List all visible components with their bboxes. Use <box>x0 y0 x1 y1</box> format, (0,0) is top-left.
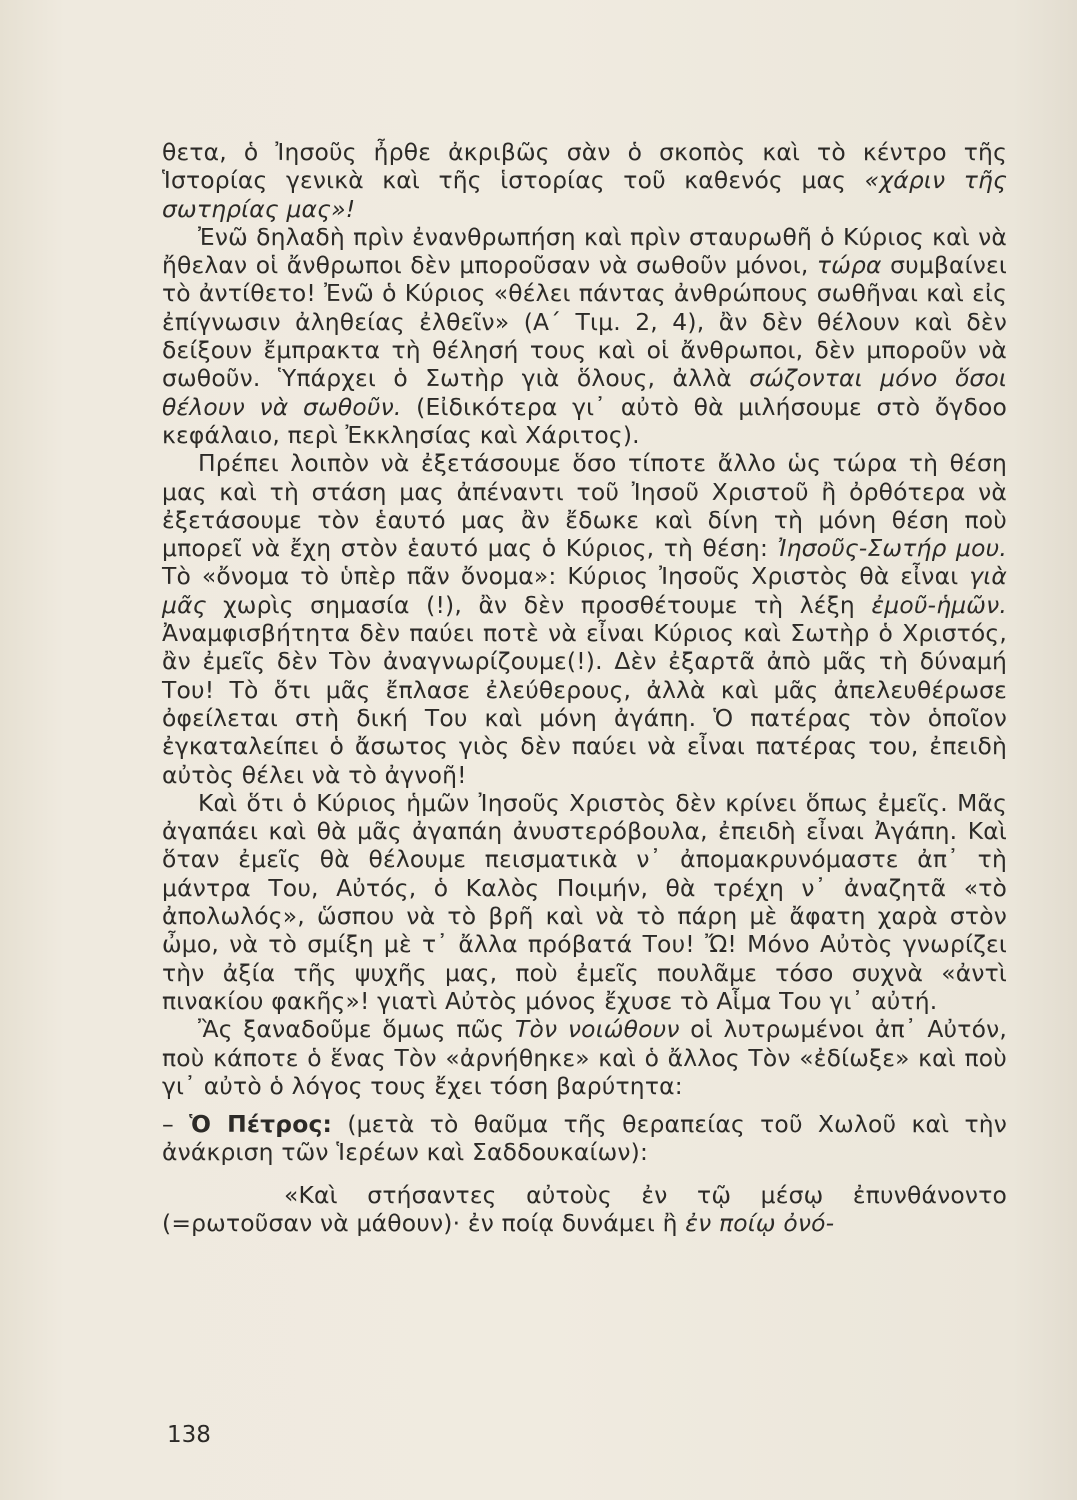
emphasis: γιὰ μᾶς <box>162 562 1007 619</box>
emphasis: Τὸν νοιώθουν <box>515 1015 680 1044</box>
text-run: Ἐνῶ δηλαδὴ πρὶν ἐνανθρωπήση καὶ πρὶν σταυρωθῆ ὁ Κύριος καὶ νὰ ἤθελαν οἱ ἄνθρωποι δὲν μποροῦσαν νὰ σωθοῦν μόνοι, <box>162 222 1007 280</box>
paragraph-2 <box>162 223 1007 449</box>
text-run: (μετὰ τὸ θαῦμα τῆς θεραπείας τοῦ Χωλοῦ καὶ τὴν ἀνάκριση τῶν Ἱερέων καὶ Σαδδουκαίων): <box>162 1110 1008 1167</box>
text-run: (Εἰδικότερα γι᾽ αὐτὸ θὰ μιλήσουμε στὸ ὄγδοο κεφάλαιο, περὶ Ἐκκλησίας καὶ Χάριτος). <box>162 392 1007 449</box>
emphasis: ἐν ποίῳ ὀνό- <box>685 1208 835 1237</box>
dash: – <box>162 1110 190 1139</box>
text-run: Πρέπει λοιπὸν νὰ ἐξετάσουμε ὅσο τίποτε ἄλλο ὡς τώρα τὴ θέση μας καὶ τὴ στάση μας ἀπέναντι τοῦ Ἰησοῦ Χριστοῦ ἢ ὀρθότερα νὰ ἐξετάσουμε τὸν ἑαυτό μας ἂν ἔδωκε καὶ δίνη τὴ μόνη θέση ποὺ μπορεῖ νὰ ἔχη στὸν ἑαυτό μας ὁ Κύριος, τὴ θέση: <box>162 449 1007 563</box>
text-run: Ἀναμφισβήτητα δὲν παύει ποτὲ νὰ εἶναι Κύριος καὶ Σωτὴρ ὁ Χριστός, ἂν ἐμεῖς δὲν Τὸν ἀναγνωρίζουμε(!). Δὲν ἐξαρτᾶ ἀπὸ μᾶς τὴ δύναμή Του! Τὸ ὅτι μᾶς ἔπλασε ἐλεύθερους, ἀλλὰ καὶ μᾶς ἀπελευθέρωσε ὀφείλεται στὴ δική Του καὶ μόνη ἀγάπη. Ὁ πατέρας τὸν ὁποῖον ἐγκαταλείπει ὁ ἄσωτος γιὸς δὲν παύει νὰ εἶναι πατέρας του, ἐπειδὴ αὐτὸς θέλει νὰ τὸ ἀγνοῆ! <box>162 619 1007 789</box>
text-run: Καὶ ὅτι ὁ Κύριος ἡμῶν Ἰησοῦς Χριστὸς δὲν κρίνει ὅπως ἐμεῖς. Μᾶς ἀγαπάει καὶ θὰ μᾶς ἀγαπάη ἀνυστερόβουλα, ἐπειδὴ εἶναι Ἀγάπη. Καὶ ὅταν ἐμεῖς θὰ θέλουμε πεισματικὰ ν᾽ ἀπομακρυνόμαστε ἀπ᾽ τὴ μάντρα Του, Αὐτός, ὁ Καλὸς Ποιμήν, θὰ τρέχη ν᾽ ἀναζητᾶ «τὸ ἀπολωλός», ὥσπου νὰ τὸ βρῆ καὶ νὰ τὸ πάρη μὲ ἄφατη χαρὰ στὸν ὦμο, νὰ τὸ σμίξη μὲ τ᾽ ἄλλα πρόβατά Του! Ὤ! Μόνο Αὐτὸς γνωρίζει τὴν ἀξία τῆς ψυχῆς μας, ποὺ ἐμεῖς πουλᾶμε τόσο συχνὰ «ἀντὶ πινακίου φακῆς»! γιατὶ Αὐτὸς μόνος ἔχυσε τὸ Αἷμα Του γι᾽ αὐτή. <box>162 788 1007 1015</box>
paragraph-1 <box>162 138 1007 223</box>
emphasis: Ἰησοῦς-Σωτήρ μου. <box>777 534 1007 563</box>
emphasis: σώζονται μόνο ὅσοι θέλουν νὰ σωθοῦν. <box>162 364 1007 421</box>
body-text <box>162 138 1007 1237</box>
speaker-label: Ὁ Πέτρος: <box>189 1110 333 1139</box>
emphasis: «χάριν τῆς σωτηρίας μας»! <box>162 166 1007 223</box>
text-run: Τὸ «ὄνομα τὸ ὑπὲρ πᾶν ὄνομα»: Κύριος Ἰησοῦς Χριστὸς θὰ εἶναι <box>162 562 970 591</box>
emphasis: ἐμοῦ-ἡμῶν. <box>871 590 1007 619</box>
text-run: χωρὶς σημασία (!), ἂν δὲν προσθέτουμε τὴ λέξη <box>206 590 872 619</box>
paragraph-5 <box>162 1015 1007 1100</box>
quotation <box>162 1181 1007 1238</box>
text-run: οἱ λυτρωμένοι ἀπ᾽ Αὐτόν, ποὺ κάποτε ὁ ἕνας Τὸν «ἀρνήθηκε» καὶ ὁ ἄλλος Τὸν «ἐδίωξε» καὶ ποὺ γι᾽ αὐτὸ ὁ λόγος τους ἔχει τόση βαρύτητα: <box>162 1015 1007 1100</box>
text-run: Ἂς ξαναδοῦμε ὅμως πῶς <box>198 1015 515 1044</box>
text-run: συμβαίνει τὸ ἀντίθετο! Ἐνῶ ὁ Κύριος «θέλει πάντας ἀνθρώπους σωθῆναι καὶ εἰς ἐπίγνωσιν ἀληθείας ἐλθεῖν» (Α΄ Τιμ. 2, 4), ἂν δὲν θέλουν καὶ δὲν δείξουν ἔμπρακτα τὴ θέλησή τους καὶ οἱ ἄνθρωποι, δὲν μποροῦν νὰ σωθοῦν. Ὑπάρχει ὁ Σωτὴρ γιὰ ὅλους, ἀλλὰ <box>162 251 1008 393</box>
paragraph-4 <box>162 789 1007 1015</box>
paragraph-6 <box>162 1110 1007 1167</box>
paragraph-3 <box>162 449 1007 789</box>
text-run: «Καὶ στήσαντες αὐτοὺς ἐν τῷ μέσῳ ἐπυνθάνοντο (=ρωτοῦσαν νὰ μάθουν)· ἐν ποίᾳ δυνάμει ἢ <box>162 1180 1007 1237</box>
page-number: 138 <box>167 1422 211 1448</box>
emphasis: τώρα <box>816 251 882 280</box>
text-run: θετα, ὁ Ἰησοῦς ἦρθε ἀκριβῶς σὰν ὁ σκοπὸς καὶ τὸ κέντρο τῆς Ἱστορίας γενικὰ καὶ τῆς ἱστορίας τοῦ καθενός μας <box>162 138 1007 195</box>
